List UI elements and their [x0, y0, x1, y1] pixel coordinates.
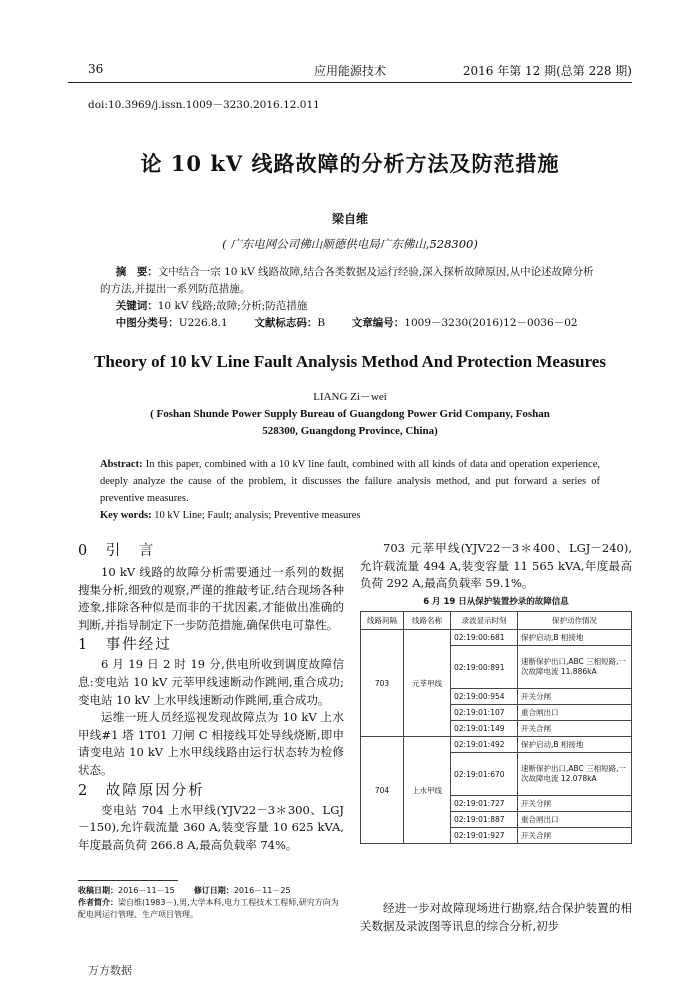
abstract-cn-label: 摘 要：: [115, 266, 158, 278]
author-en: LIANG Zi－wei: [313, 391, 387, 403]
table-cell-action: 速断保护出口,ABC 三相短路,一次故障电流 12.078kA: [518, 753, 632, 796]
author-cn: 梁自维: [331, 212, 368, 226]
fault-table: [360, 611, 632, 844]
table-cell-time: 02:19:00:681: [451, 630, 518, 646]
abstract-en: [100, 456, 600, 524]
table-cell-action: 重合闸出口: [518, 705, 632, 721]
title-cn: 论 10 kV 线路故障的分析方法及防范措施: [140, 151, 560, 176]
journal-name: 应用能源技术: [313, 64, 386, 78]
footer-watermark: 万方数据: [88, 964, 132, 977]
table-caption: 6 月 19 日从保护装置抄录的故障信息: [423, 597, 569, 607]
table-row: [361, 630, 632, 646]
table-cell-line-name: 上水甲线: [404, 737, 451, 844]
table-cell-line-name: 元莘甲线: [404, 630, 451, 737]
abstract-cn: [100, 264, 600, 332]
abstract-cn-text: 文中结合一宗 10 kV 线路故障,结合各类数据及运行经验,深入探析故障原因,从中论述故障分析的方法,并提出一系列防范措施。: [100, 266, 594, 295]
right-column-top: [360, 540, 632, 593]
section-2-heading: 2 故障原因分析: [78, 782, 205, 799]
section-0-heading: 0 引 言: [78, 543, 156, 559]
doccode-value: B: [317, 317, 326, 329]
clc-label: 中图分类号：: [115, 317, 179, 329]
received-date: 2016－11－15: [118, 886, 175, 895]
table-header-cell: 线路间隔: [361, 612, 404, 630]
table-cell-time: 02:19:01:670: [451, 753, 518, 796]
table-cell-time: 02:19:01:927: [451, 828, 518, 844]
revised-date: 2016－11－25: [233, 886, 291, 895]
table-row: [361, 737, 632, 753]
header-rule: [68, 82, 632, 83]
table-cell-action: 开关分闸: [518, 689, 632, 705]
table-cell-time: 02:19:00:954: [451, 689, 518, 705]
revised-label: 修订日期：: [193, 886, 234, 895]
section-1-paragraph-2: 运维一班人员经巡视发现故障点为 10 kV 上水甲线#1 塔 1T01 刀闸 C 相接线耳处导线烧断,即申请变电站 10 kV 上水甲线线路由运行状态转为检修状态。: [78, 710, 344, 777]
table-cell-action: 开关合闸: [518, 721, 632, 737]
abstract-en-label: Abstract:: [100, 459, 143, 470]
keywords-cn-label: 关键词：: [115, 300, 158, 312]
table-cell-interval: 704: [361, 737, 404, 844]
right-column-bottom: [360, 900, 632, 935]
right-paragraph-2: 经进一步对故障现场进行勘察,结合保护装置的相关数据及录波图等讯息的综合分析,初步: [360, 901, 632, 933]
table-cell-action: 开关合闸: [518, 828, 632, 844]
table-cell-time: 02:19:01:492: [451, 737, 518, 753]
clc-value: U226.8.1: [178, 317, 228, 329]
table-header-cell: 线路名称: [404, 612, 451, 630]
table-cell-action: 保护启动,B 相接地: [518, 737, 632, 753]
table-cell-action: 保护启动,B 相接地: [518, 630, 632, 646]
abstract-en-text: In this paper, combined with a 10 kV line fault, combined with all kinds of data and operation experience, deeply analyze the cause of the problem, it discusses the failure analysis method, and put forward a series of preventive measures.: [100, 459, 601, 504]
footnote: [78, 885, 344, 921]
doccode-label: 文献标志码：: [254, 317, 318, 329]
affiliation-cn: ( 广东电网公司佛山顺德供电局广东佛山,528300): [222, 237, 478, 251]
affiliation-en: ( Foshan Shunde Power Supply Bureau of Guangdong Power Grid Company, Foshan 528300, Guangdong Province, China): [150, 408, 550, 437]
article-number-value: 1009－3230(2016)12－0036－02: [404, 317, 578, 329]
table-cell-action: 开关分闸: [518, 796, 632, 812]
page-number: 36: [88, 62, 104, 76]
table-cell-time: 02:19:01:887: [451, 812, 518, 828]
section-0-paragraph: 10 kV 线路的故障分析需要通过一系列的数据搜集分析,细致的观察,严谨的推敲考证,结合现场各种迹象,排除各种似是而非的干扰因素,才能做出准确的判断,并指导制定下一步防范措施,确保供电可靠性。: [78, 565, 344, 632]
left-column: [78, 540, 344, 854]
issue-info: 2016 年第 12 期(总第 228 期): [462, 64, 632, 78]
table-cell-time: 02:19:01:149: [451, 721, 518, 737]
author-bio: 梁自维(1983－),男,大学本科,电力工程技术工程师,研究方向为配电网运行管理、生产项目管理。: [78, 898, 339, 919]
keywords-cn: 10 kV 线路;故障;分析;防范措施: [157, 300, 308, 312]
article-number-label: 文章编号：: [351, 317, 405, 329]
right-paragraph-1: 703 元莘甲线(YJV22－3＊400、LGJ－240),允许载流量 494 A,装变容量 11 565 kVA,年度最高负荷 292 A,最高负载率 59.1%。: [360, 541, 632, 591]
title-en: Theory of 10 kV Line Fault Analysis Method And Protection Measures: [94, 352, 606, 371]
received-label: 收稿日期：: [78, 886, 118, 895]
table-header-row: [361, 612, 632, 630]
doi: doi:10.3969/j.issn.1009－3230.2016.12.011: [88, 99, 320, 111]
table-cell-action: 重合闸出口: [518, 812, 632, 828]
table-header-cell: 保护动作情况: [518, 612, 632, 630]
section-2-paragraph: 变电站 704 上水甲线(YJV22－3＊300、LGJ－150),允许载流量 360 A,装变容量 10 625 kVA,年度最高负荷 266.8 A,最高负载率 74%。: [78, 802, 344, 852]
keywords-en: 10 kV Line; Fault; analysis; Preventive measures: [154, 510, 361, 521]
table-header-cell: 录波显示时刻: [451, 612, 518, 630]
keywords-en-label: Key words:: [100, 510, 152, 521]
table-cell-time: 02:19:01:727: [451, 796, 518, 812]
author-bio-label: 作者简介：: [78, 898, 118, 907]
table-cell-action: 速断保护出口,ABC 三相短路,一次故障电流 11.886kA: [518, 646, 632, 689]
table-cell-interval: 703: [361, 630, 404, 737]
table-cell-time: 02:19:01:107: [451, 705, 518, 721]
footnote-rule: [78, 880, 178, 881]
table-cell-time: 02:19:00:891: [451, 646, 518, 689]
section-1-heading: 1 事件经过: [78, 637, 172, 654]
section-1-paragraph-1: 6 月 19 日 2 时 19 分,供电所收到调度故障信息:变电站 10 kV 元莘甲线速断动作跳闸,重合成功;变电站 10 kV 上水甲线速断动作跳闸,重合成功。: [78, 657, 344, 707]
